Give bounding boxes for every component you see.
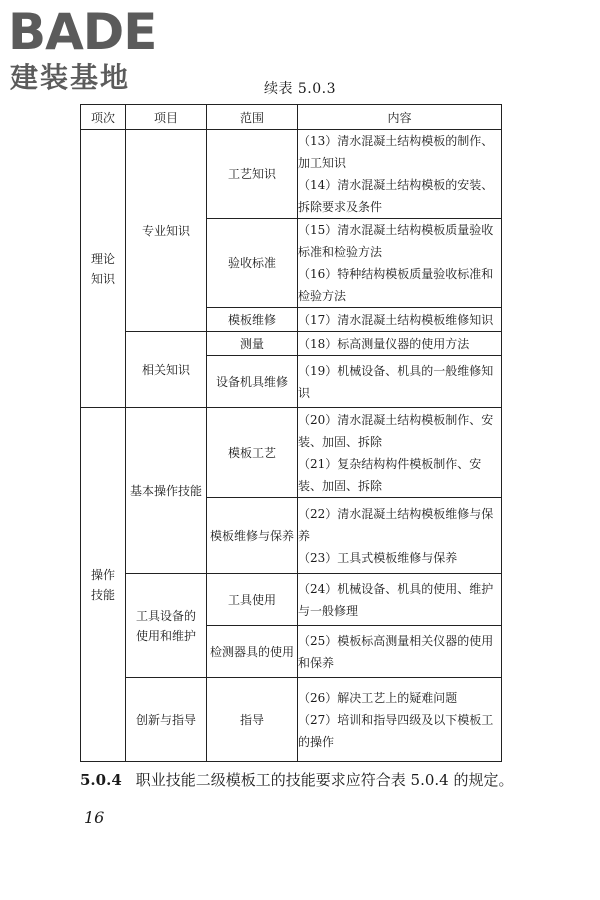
header-content: 内容 <box>298 105 502 130</box>
category-label: 操作技能 <box>91 567 116 602</box>
project-cell: 基本操作技能 <box>126 408 207 574</box>
scope-cell: 模板工艺 <box>207 408 298 498</box>
content-cell <box>298 498 502 574</box>
content-entry: （17）清水混凝土结构模板维修知识 <box>298 312 494 327</box>
scope-cell: 检测器具的使用 <box>207 626 298 678</box>
table-row <box>81 130 502 219</box>
scope-cell: 模板维修与保养 <box>207 498 298 574</box>
scope-cell: 测量 <box>207 332 298 356</box>
content-entry: （21）复杂结构构件模板制作、安装、加固、拆除 <box>298 456 482 493</box>
content-entry: （14）清水混凝土结构模板的安装、拆除要求及条件 <box>298 178 494 214</box>
logo-subtitle: 建装基地 <box>10 61 131 94</box>
content-cell <box>298 332 502 356</box>
table-header-row <box>81 105 502 130</box>
content-cell <box>298 308 502 332</box>
clause-text: 职业技能二级模板工的技能要求应符合表 5.0.4 的规定。 <box>135 771 514 789</box>
clause-number: 5.0.4 <box>80 771 122 789</box>
skills-table <box>80 104 502 762</box>
table-row <box>81 574 502 626</box>
scope-cell: 验收标准 <box>207 219 298 308</box>
content-entry: （24）机械设备、机具的使用、维护与一般修理 <box>298 581 494 618</box>
project-label: 工具设备的使用和维护 <box>136 608 197 643</box>
table-row <box>81 332 502 356</box>
scope-cell: 工具使用 <box>207 574 298 626</box>
header-item-no: 项次 <box>81 105 126 130</box>
content-entry: （19）机械设备、机具的一般维修知识 <box>298 363 494 400</box>
header-project: 项目 <box>126 105 207 130</box>
content-entry: （22）清水混凝土结构模板维修与保养 <box>298 506 494 543</box>
category-label: 理论知识 <box>91 251 116 286</box>
content-entry: （20）清水混凝土结构模板制作、安装、加固、拆除 <box>298 412 494 449</box>
content-cell <box>298 574 502 626</box>
project-cell: 创新与指导 <box>126 678 207 762</box>
category-cell <box>81 408 126 762</box>
content-cell <box>298 356 502 408</box>
header-scope: 范围 <box>207 105 298 130</box>
content-cell <box>298 626 502 678</box>
content-entry: （25）模板标高测量相关仪器的使用和保养 <box>298 633 494 670</box>
table-row <box>81 678 502 762</box>
content-entry: （26）解决工艺上的疑难问题 <box>298 690 458 705</box>
scope-cell: 工艺知识 <box>207 130 298 219</box>
content-cell <box>298 408 502 498</box>
logo-wordmark: BADE <box>8 3 157 61</box>
scope-cell: 模板维修 <box>207 308 298 332</box>
table-caption: 续表 5.0.3 <box>263 81 337 97</box>
content-cell <box>298 678 502 762</box>
project-cell: 专业知识 <box>126 130 207 332</box>
content-entry: （23）工具式模板维修与保养 <box>298 550 458 565</box>
content-entry: （18）标高测量仪器的使用方法 <box>298 336 470 351</box>
project-cell <box>126 574 207 678</box>
scope-cell: 设备机具维修 <box>207 356 298 408</box>
clause-5-0-4 <box>80 770 513 790</box>
content-entry: （27）培训和指导四级及以下模板工的操作 <box>298 712 494 749</box>
content-cell <box>298 219 502 308</box>
project-cell: 相关知识 <box>126 332 207 408</box>
page-number: 16 <box>84 808 105 827</box>
scope-cell: 指导 <box>207 678 298 762</box>
content-entry: （13）清水混凝土结构模板的制作、加工知识 <box>298 134 494 170</box>
content-entry: （16）特种结构模板质量验收标准和检验方法 <box>298 267 494 303</box>
category-cell <box>81 130 126 408</box>
content-entry: （15）清水混凝土结构模板质量验收标准和检验方法 <box>298 223 494 259</box>
content-cell <box>298 130 502 219</box>
table-row <box>81 408 502 498</box>
